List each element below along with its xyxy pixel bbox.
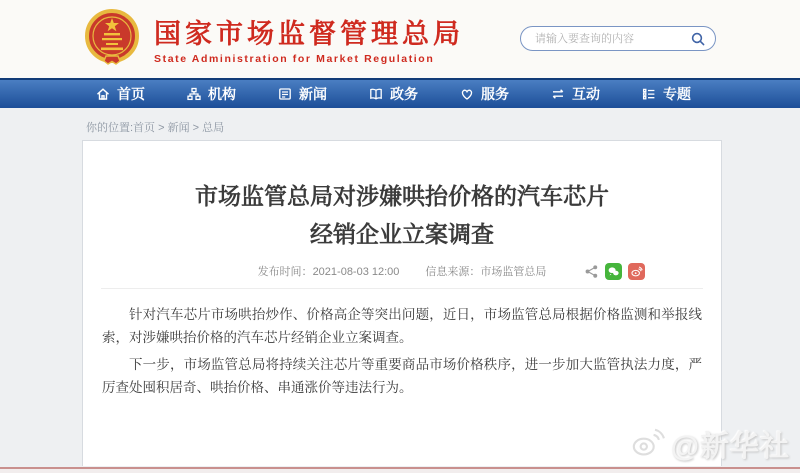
article-body xyxy=(102,303,702,399)
share-icon[interactable] xyxy=(584,264,599,279)
news-icon xyxy=(277,86,293,102)
search-box[interactable] xyxy=(520,26,716,51)
article-paragraph: 下一步，市场监管总局将持续关注芯片等重要商品市场价格秩序，进一步加大监管执法力度，严厉查处囤积居奇、哄抬价格、串通涨价等违法行为。 xyxy=(102,357,702,395)
home-icon xyxy=(95,86,111,102)
source-label: 信息来源： xyxy=(425,266,481,278)
arrows-exchange-icon xyxy=(550,86,566,102)
wechat-share-icon[interactable] xyxy=(605,263,622,280)
share-bar xyxy=(584,263,645,280)
nav-label: 服务 xyxy=(481,86,509,102)
national-emblem-icon xyxy=(84,8,140,75)
nav-item-gov[interactable] xyxy=(368,84,418,104)
nav-item-interact[interactable] xyxy=(550,84,600,104)
article-title-line1: 市场监管总局对涉嫌哄抬价格的汽车芯片 xyxy=(195,183,609,209)
nav-item-home[interactable] xyxy=(95,84,145,104)
nav-label: 互动 xyxy=(572,86,600,102)
nav-item-service[interactable] xyxy=(459,84,509,104)
nav-label: 政务 xyxy=(390,86,418,102)
weibo-share-icon[interactable] xyxy=(628,263,645,280)
nav-item-topics[interactable] xyxy=(641,84,691,104)
article-paragraph: 针对汽车芯片市场哄抬炒作、价格高企等突出问题，近日，市场监管总局根据价格监测和举报线索，对涉嫌哄抬价格的汽车芯片经销企业立案调查。 xyxy=(102,307,702,345)
weibo-logo-icon xyxy=(630,425,668,464)
org-icon xyxy=(186,86,202,102)
xinhua-watermark xyxy=(630,424,790,465)
site-title-en: State Administration for Market Regulation xyxy=(154,52,435,65)
article-card xyxy=(82,140,722,466)
site-header xyxy=(0,0,800,78)
bottom-divider xyxy=(0,467,800,473)
publish-time-label: 发布时间： xyxy=(257,266,313,278)
publish-time-value: 2021-08-03 12:00 xyxy=(312,266,400,278)
list-icon xyxy=(641,86,657,102)
main-nav xyxy=(0,78,800,108)
watermark-text: @新华社 xyxy=(670,431,790,463)
book-icon xyxy=(368,86,384,102)
site-title-block xyxy=(154,19,464,65)
nav-item-org[interactable] xyxy=(186,84,236,104)
nav-item-news[interactable] xyxy=(277,84,327,104)
nav-label: 机构 xyxy=(208,86,236,102)
search-icon[interactable] xyxy=(690,31,706,47)
nav-label: 专题 xyxy=(663,86,691,102)
nav-label: 首页 xyxy=(117,86,145,102)
breadcrumb[interactable]: 你的位置:首页 > 新闻 > 总局 xyxy=(86,122,225,134)
site-logo[interactable] xyxy=(84,8,464,75)
article-title-line2: 经销企业立案调查 xyxy=(310,221,494,247)
source-value: 市场监管总局 xyxy=(480,266,547,278)
nav-label: 新闻 xyxy=(299,86,327,102)
article-title xyxy=(113,177,691,253)
search-input[interactable] xyxy=(533,32,690,46)
heart-icon xyxy=(459,86,475,102)
article-meta xyxy=(101,259,703,289)
site-title: 国家市场监督管理总局 xyxy=(154,18,464,49)
